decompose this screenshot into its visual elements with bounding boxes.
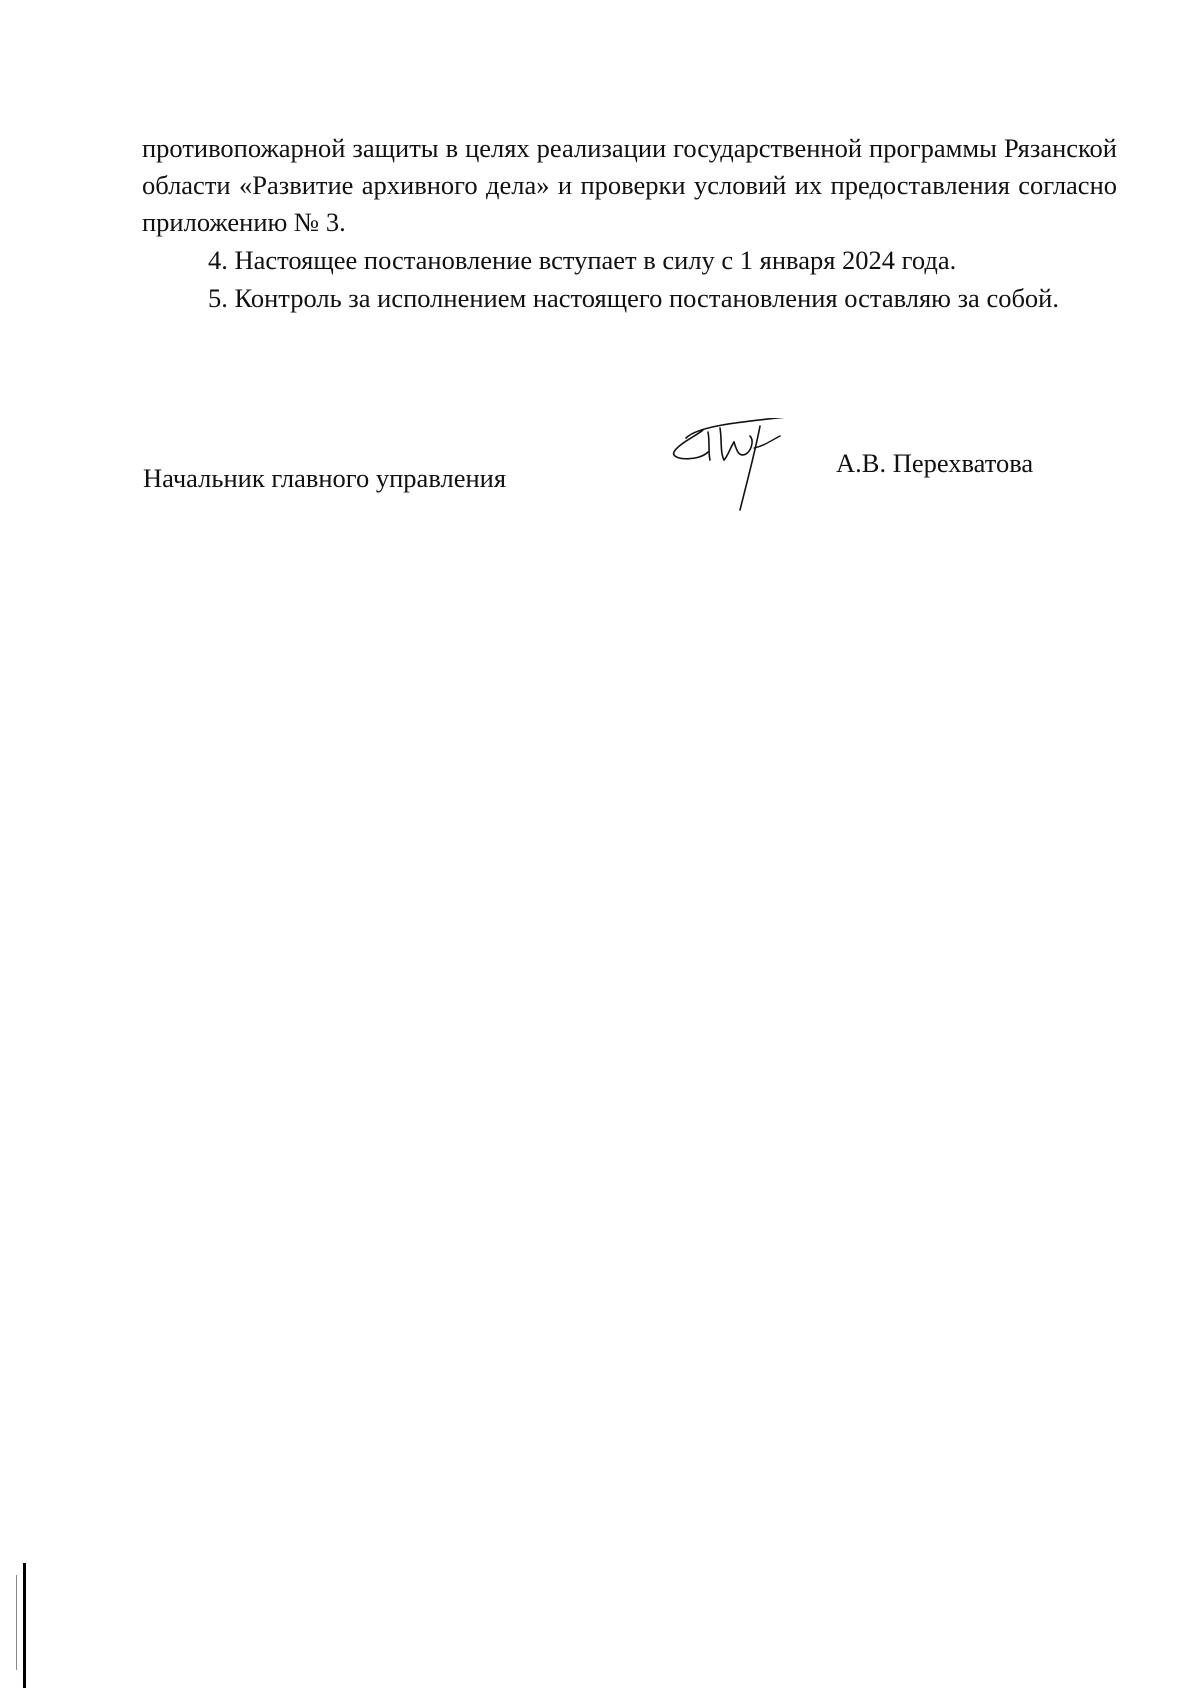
scan-edge-mark-faint bbox=[16, 1575, 17, 1670]
paragraph-item-4: 4. Настоящее постановление вступает в силу с 1 января 2024 года. bbox=[208, 245, 957, 275]
paragraph-item-5: 5. Контроль за исполнением настоящего постановления оставляю за собой. bbox=[208, 283, 1059, 313]
paragraph-continuation: противопожарной защиты в целях реализации государственной программы Рязанской области «Развитие архивного дела» и проверки условий их предоставления согласно приложению № 3. bbox=[142, 133, 1117, 237]
signatory-position: Начальник главного управления bbox=[143, 463, 507, 493]
scan-edge-mark bbox=[23, 1563, 26, 1688]
handwritten-signature bbox=[668, 418, 808, 518]
document-body bbox=[142, 130, 1117, 317]
signatory-name: А.В. Перехватова bbox=[836, 448, 1034, 478]
